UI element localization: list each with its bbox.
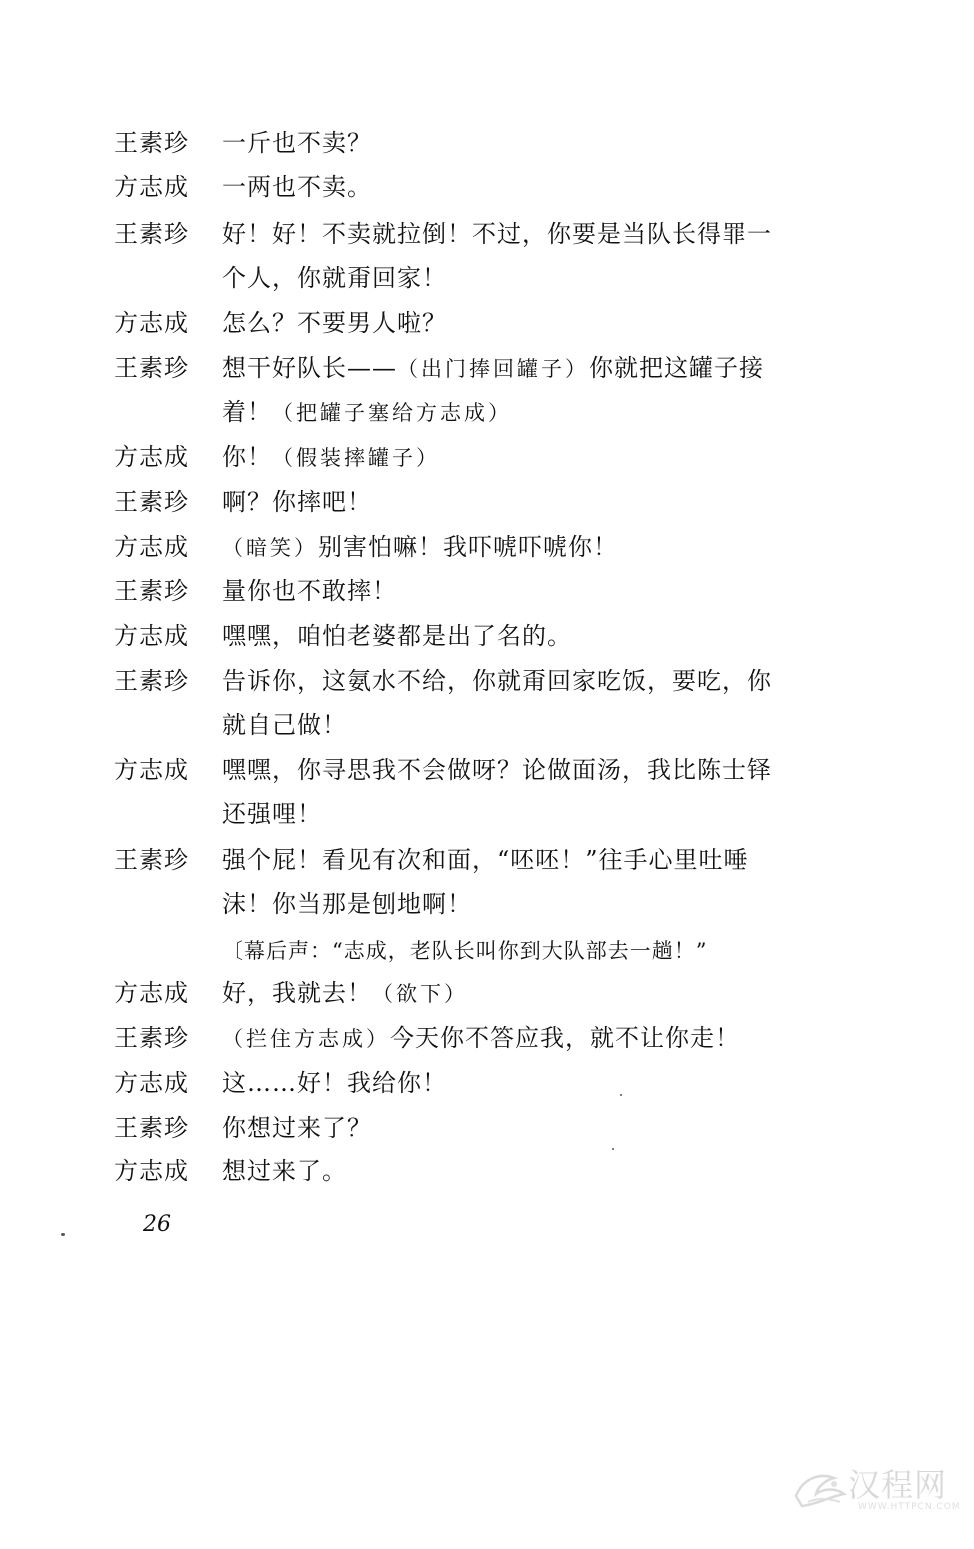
- speech-text: 就自己做！: [222, 711, 347, 739]
- dialogue-line: [0, 1106, 974, 1150]
- dialogue-line: [0, 614, 974, 658]
- dialogue-line: [0, 525, 974, 569]
- speaker-name: 王素珍: [114, 846, 189, 874]
- dialogue-continuation: [0, 792, 974, 836]
- speech-text: 一两也不卖。: [222, 173, 372, 201]
- speech-text: 好，我就去！（欲下）: [222, 979, 468, 1007]
- speech-text: 好！好！不卖就拉倒！不过，你要是当队长得罪一: [222, 220, 772, 248]
- stage-direction: （暗笑）: [222, 536, 318, 560]
- speaker-name: 方志成: [114, 1069, 189, 1097]
- dialogue-line: [0, 301, 974, 345]
- speech-text: 怎么？不要男人啦？: [222, 309, 447, 337]
- dialogue-line: [0, 971, 974, 1015]
- speech-text: 想干好队长——（出门捧回罐子）你就把这罐子接: [222, 354, 764, 382]
- dialogue-line: [0, 212, 974, 256]
- speaker-name: 王素珍: [114, 1114, 189, 1142]
- speaker-name: 王素珍: [114, 220, 189, 248]
- dialogue-line: [0, 838, 974, 882]
- speaker-name: 王素珍: [114, 577, 189, 605]
- speaker-name: 方志成: [114, 173, 189, 201]
- dialogue-line: [0, 435, 974, 479]
- watermark-url: WWW.HTTPCN.COM: [858, 1502, 961, 1512]
- stage-direction: （假装摔罐子）: [272, 446, 440, 470]
- speech-text: （暗笑）别害怕嘛！我吓唬吓唬你！: [222, 533, 618, 561]
- speech-text: 嘿嘿，咱怕老婆都是出了名的。: [222, 622, 572, 650]
- stage-direction: （拦住方志成）: [222, 1027, 390, 1051]
- speech-text: 量你也不敢摔！: [222, 577, 397, 605]
- speech-text: 沫！你当那是刨地啊！: [222, 890, 472, 918]
- speaker-name: 方志成: [114, 1157, 189, 1185]
- speech-text: [222, 928, 832, 973]
- speech-text: 个人，你就甭回家！: [222, 264, 447, 292]
- offstage-voice: [0, 928, 974, 972]
- dialogue-continuation: [0, 703, 974, 747]
- dialogue-line: [0, 1061, 974, 1105]
- stage-direction: （把罐子塞给方志成）: [272, 401, 512, 425]
- speaker-name: 方志成: [114, 979, 189, 1007]
- speaker-name: 方志成: [114, 443, 189, 471]
- page-number: 26: [143, 1212, 171, 1237]
- speech-text: 还强哩！: [222, 800, 322, 828]
- stage-direction: 〔幕后声：“志成，老队长叫你到大队部去一趟！”: [222, 939, 708, 963]
- dialogue-line: [0, 165, 974, 209]
- speaker-name: 王素珍: [114, 667, 189, 695]
- dialogue-continuation: [0, 256, 974, 300]
- speech-text: 强个屁！看见有次和面，“呸呸！”往手心里吐唾: [222, 846, 749, 874]
- speaker-name: 王素珍: [114, 488, 189, 516]
- speaker-name: 王素珍: [114, 1024, 189, 1052]
- speech-text: （拦住方志成）今天你不答应我，就不让你走！: [222, 1024, 740, 1052]
- dialogue-line: [0, 121, 974, 165]
- speech-text: 一斤也不卖？: [222, 129, 372, 157]
- speech-text: 告诉你，这氨水不给，你就甭回家吃饭，要吃，你: [222, 667, 772, 695]
- speaker-name: 方志成: [114, 756, 189, 784]
- speaker-name: 王素珍: [114, 129, 189, 157]
- dialogue-line: [0, 748, 974, 792]
- dialogue-line: [0, 346, 974, 390]
- speech-text: 这……好！我给你！: [222, 1069, 447, 1097]
- speech-text: 你想过来了？: [222, 1114, 372, 1142]
- dialogue-line: [0, 480, 974, 524]
- speech-text: 想过来了。: [222, 1157, 347, 1185]
- speaker-name: 方志成: [114, 622, 189, 650]
- speech-text: 着！（把罐子塞给方志成）: [222, 398, 512, 426]
- dialogue-continuation: [0, 390, 974, 434]
- dialogue-line: [0, 1016, 974, 1060]
- scan-speck: [612, 1148, 614, 1150]
- dialogue-line: [0, 1149, 974, 1193]
- speaker-name: 方志成: [114, 533, 189, 561]
- watermark: [788, 1458, 961, 1528]
- speech-text: 啊？你摔吧！: [222, 488, 372, 516]
- dialogue-line: [0, 659, 974, 703]
- dialogue-continuation: [0, 882, 974, 926]
- scan-speck: [61, 1233, 65, 1236]
- dialogue-line: [0, 569, 974, 613]
- speech-text: 你！（假装摔罐子）: [222, 443, 440, 471]
- watermark-brand: 汉程网: [848, 1466, 948, 1504]
- scan-speck: [620, 1094, 622, 1096]
- stage-direction: （出门捧回罐子）: [397, 357, 589, 381]
- speech-text: 嘿嘿，你寻思我不会做呀？论做面汤，我比陈士铎: [222, 756, 772, 784]
- stage-direction: （欲下）: [372, 982, 468, 1006]
- speaker-name: 方志成: [114, 309, 189, 337]
- speaker-name: 王素珍: [114, 354, 189, 382]
